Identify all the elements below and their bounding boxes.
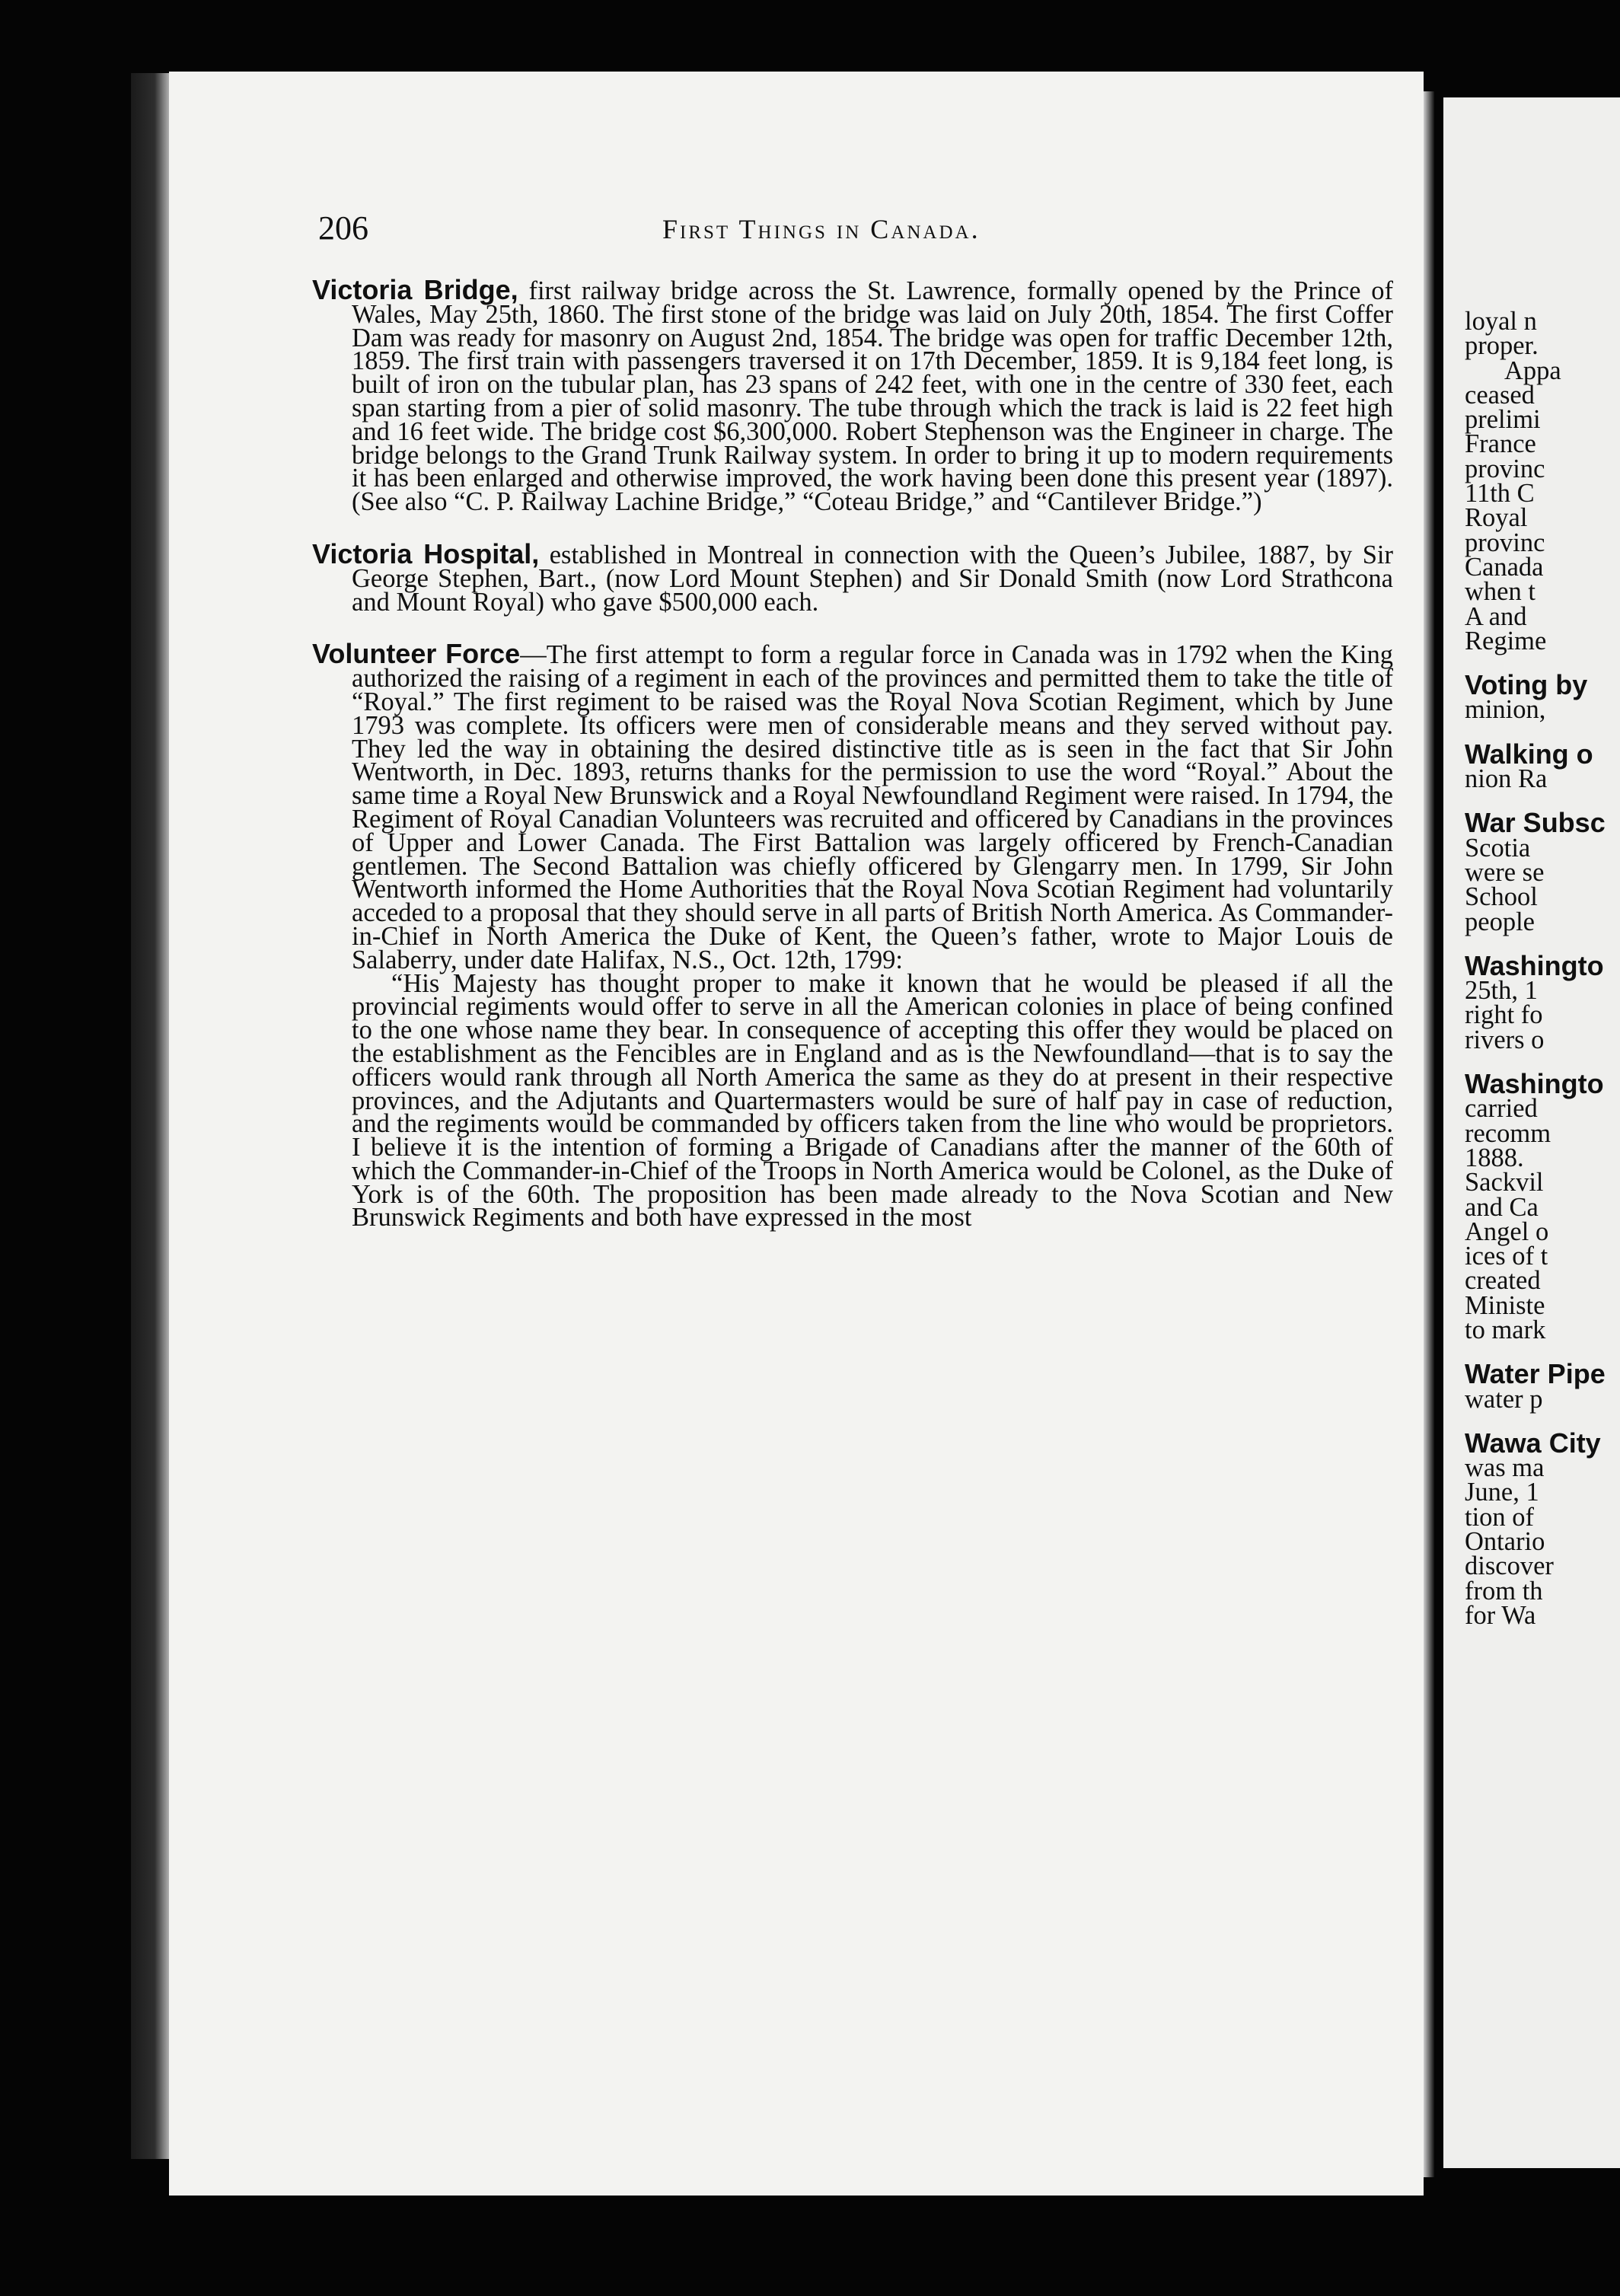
- right-text-line: Angel o: [1465, 1217, 1549, 1246]
- entry-body: first railway bridge across the St. Lawrence, formally opened by the Prince of Wales, May 25th, 1860. The first stone of the bridge was laid on July 20th, 1854. The first Coffer Dam was ready for masonry on August 2nd, 1854. The bridge was open for traffic December 12th, 1859. The first train with passengers traversed it on 17th December, 1859. It is 9,184 feet long, is built of iron on the tubular plan, has 23 spans of 242 feet, with one in the centre of 330 feet, each span starting from a pier of solid masonry. The tube through which the track is laid is 22 feet high and 16 feet wide. The bridge cost $6,300,000. Robert Stephenson was the Engineer in charge. The bridge belongs to the Grand Trunk Railway system. In order to bring it up to modern requirements it has been enlarged and otherwise improved, the work having been done this present year (1897). (See also “C. P. Railway Lachine Bridge,” “Coteau Bridge,” and “Cantilever Bridge.”): [352, 276, 1393, 517]
- right-text-line: ices of t: [1465, 1242, 1548, 1271]
- entry-volunteer-force: [312, 638, 1394, 974]
- entry-heading: Volunteer Force: [312, 638, 521, 670]
- running-title: First Things in Canada.: [662, 214, 981, 244]
- right-text-line: loyal n: [1465, 307, 1537, 336]
- right-text-line: A and: [1465, 601, 1527, 631]
- right-text-line: proper.: [1465, 331, 1539, 361]
- right-text-line: ceased: [1465, 380, 1535, 410]
- right-text-line: and Ca: [1465, 1192, 1539, 1222]
- right-page: [1443, 97, 1620, 2168]
- right-text-line: Canada: [1465, 552, 1544, 582]
- entry-body: established in Montreal in connection with the Queen’s Jubilee, 1887, by Sir George Stephen, Bart., (now Lord Mount Stephen) and Sir Donald Smith (now Lord Strathcona and Mount Royal) who gave $500,000 each.: [352, 540, 1393, 617]
- right-text-line: nion Ra: [1465, 764, 1548, 794]
- entry-victoria-bridge: [312, 274, 1393, 517]
- right-text-line: carried: [1465, 1094, 1538, 1124]
- entry-quotation: “His Majesty has thought proper to make it known that he would be pleased if all the provincial regiments would offer to serve in all the American colonies in place of being confined to the one whose name they bear. In consequence of accepting this offer they would be placed on the establishment as the Fencibles are in England and as is the Newfoundland—that is to say the officers would rank through all North America the same as they do at present in their respective provinces, and the Adjutants and Quartermasters would be sure of half pay in case of reduction, and the regiments would be commanded by officers taken from the line who would be proprietors. I believe it is the intention of forming a Brigade of Canadians after the manner of the 60th of which the Commander-in-Chief of the Troops in North America would be Colonel, as the Duke of York is of the 60th. The proposition has been made already to the Nova Scotian and New Brunswick Regiments and both have expressed in the most: [352, 968, 1393, 1233]
- right-text-line: to mark: [1465, 1315, 1546, 1344]
- right-entry-heading: Wawa City: [1465, 1427, 1601, 1459]
- right-text-line: provinc: [1465, 454, 1545, 483]
- right-entry-heading: Washingto: [1465, 949, 1604, 981]
- right-text-line: Regime: [1465, 626, 1547, 655]
- right-text-line: Scotia: [1465, 833, 1531, 863]
- right-text-line: 11th C: [1465, 479, 1535, 509]
- right-text-line: right fo: [1465, 1000, 1543, 1030]
- entry-victoria-hospital: [312, 537, 1393, 617]
- right-entry-heading: Voting by: [1465, 669, 1588, 701]
- right-text-line: tion of: [1465, 1502, 1535, 1532]
- right-text-line: was ma: [1465, 1453, 1545, 1483]
- right-entry-heading: Walking o: [1465, 738, 1593, 770]
- entry-heading: Victoria Bridge,: [312, 274, 518, 305]
- right-text-line: people: [1465, 907, 1535, 936]
- right-entry-heading: Water Pipe: [1465, 1358, 1606, 1390]
- right-text-line: School: [1465, 882, 1538, 912]
- right-text-line: recomm: [1465, 1118, 1551, 1148]
- entry-heading: Victoria Hospital,: [312, 537, 540, 569]
- book-spine: [131, 73, 171, 2159]
- right-text-line: provinc: [1465, 528, 1545, 557]
- right-text-line: France: [1465, 429, 1536, 459]
- right-text-line: Sackvil: [1465, 1168, 1544, 1197]
- right-text-line: were se: [1465, 857, 1545, 887]
- right-text-line: water p: [1465, 1384, 1543, 1414]
- right-text-line: rivers o: [1465, 1025, 1545, 1054]
- right-text-line: June, 1: [1465, 1478, 1539, 1507]
- right-text-line: Royal: [1465, 503, 1528, 533]
- right-text-line: 1888.: [1465, 1143, 1524, 1172]
- right-text-line: minion,: [1465, 695, 1546, 725]
- right-text-line: Ministe: [1465, 1290, 1545, 1320]
- page-number: 206: [318, 209, 368, 247]
- right-text-line: for Wa: [1465, 1600, 1536, 1630]
- right-text-line: 25th, 1: [1465, 976, 1538, 1006]
- right-text-line: when t: [1465, 577, 1535, 607]
- right-page-text: [1465, 309, 1620, 1628]
- entry-body: —The first attempt to form a regular force in Canada was in 1792 when the King authorized the raising of a regiment in each of the provinces and permitted them to take the title of “Royal.” The first regiment to be raised was the Royal Nova Scotian Regiment, which by June 1793 was complete. Its officers were men of considerable means and they served without pay. They led the way in obtaining the desired distinctive title as is seen in the fact that Sir John Wentworth, in Dec. 1893, returns thanks for the permission to use the word “Royal.” About the same time a Royal New Brunswick and a Royal Newfoundland Regiment were raised. In 1794, the Regiment of Royal Canadian Volunteers was recruited and officered by Canadians in the provinces of Upper and Lower Canada. The First Battalion was largely officered by French-Canadian gentlemen. The Second Battalion was chiefly officered by Glengarry men. In 1799, Sir John Wentworth informed the Home Authorities that the Royal Nova Scotian Regiment had voluntarily acceded to a proposal that they should serve in all parts of British North America. As Commander-in-Chief in North America the Duke of Kent, the Queen’s father, wrote to Major Louis de Salaberry, under date Halifax, N.S., Oct. 12th, 1799:: [352, 640, 1394, 974]
- right-entry-heading: Washingto: [1465, 1068, 1604, 1100]
- right-text-line: discover: [1465, 1551, 1554, 1581]
- right-text-line: from th: [1465, 1576, 1543, 1606]
- page-gutter: [1424, 91, 1434, 2177]
- right-text-line: Ontario: [1465, 1527, 1545, 1557]
- right-text-line: prelimi: [1465, 405, 1541, 435]
- right-text-line: Appa: [1504, 356, 1561, 385]
- right-text-line: created: [1465, 1266, 1541, 1296]
- left-page-text: [312, 274, 1394, 1233]
- running-head: [0, 209, 1620, 254]
- right-entry-heading: War Subsc: [1465, 807, 1606, 839]
